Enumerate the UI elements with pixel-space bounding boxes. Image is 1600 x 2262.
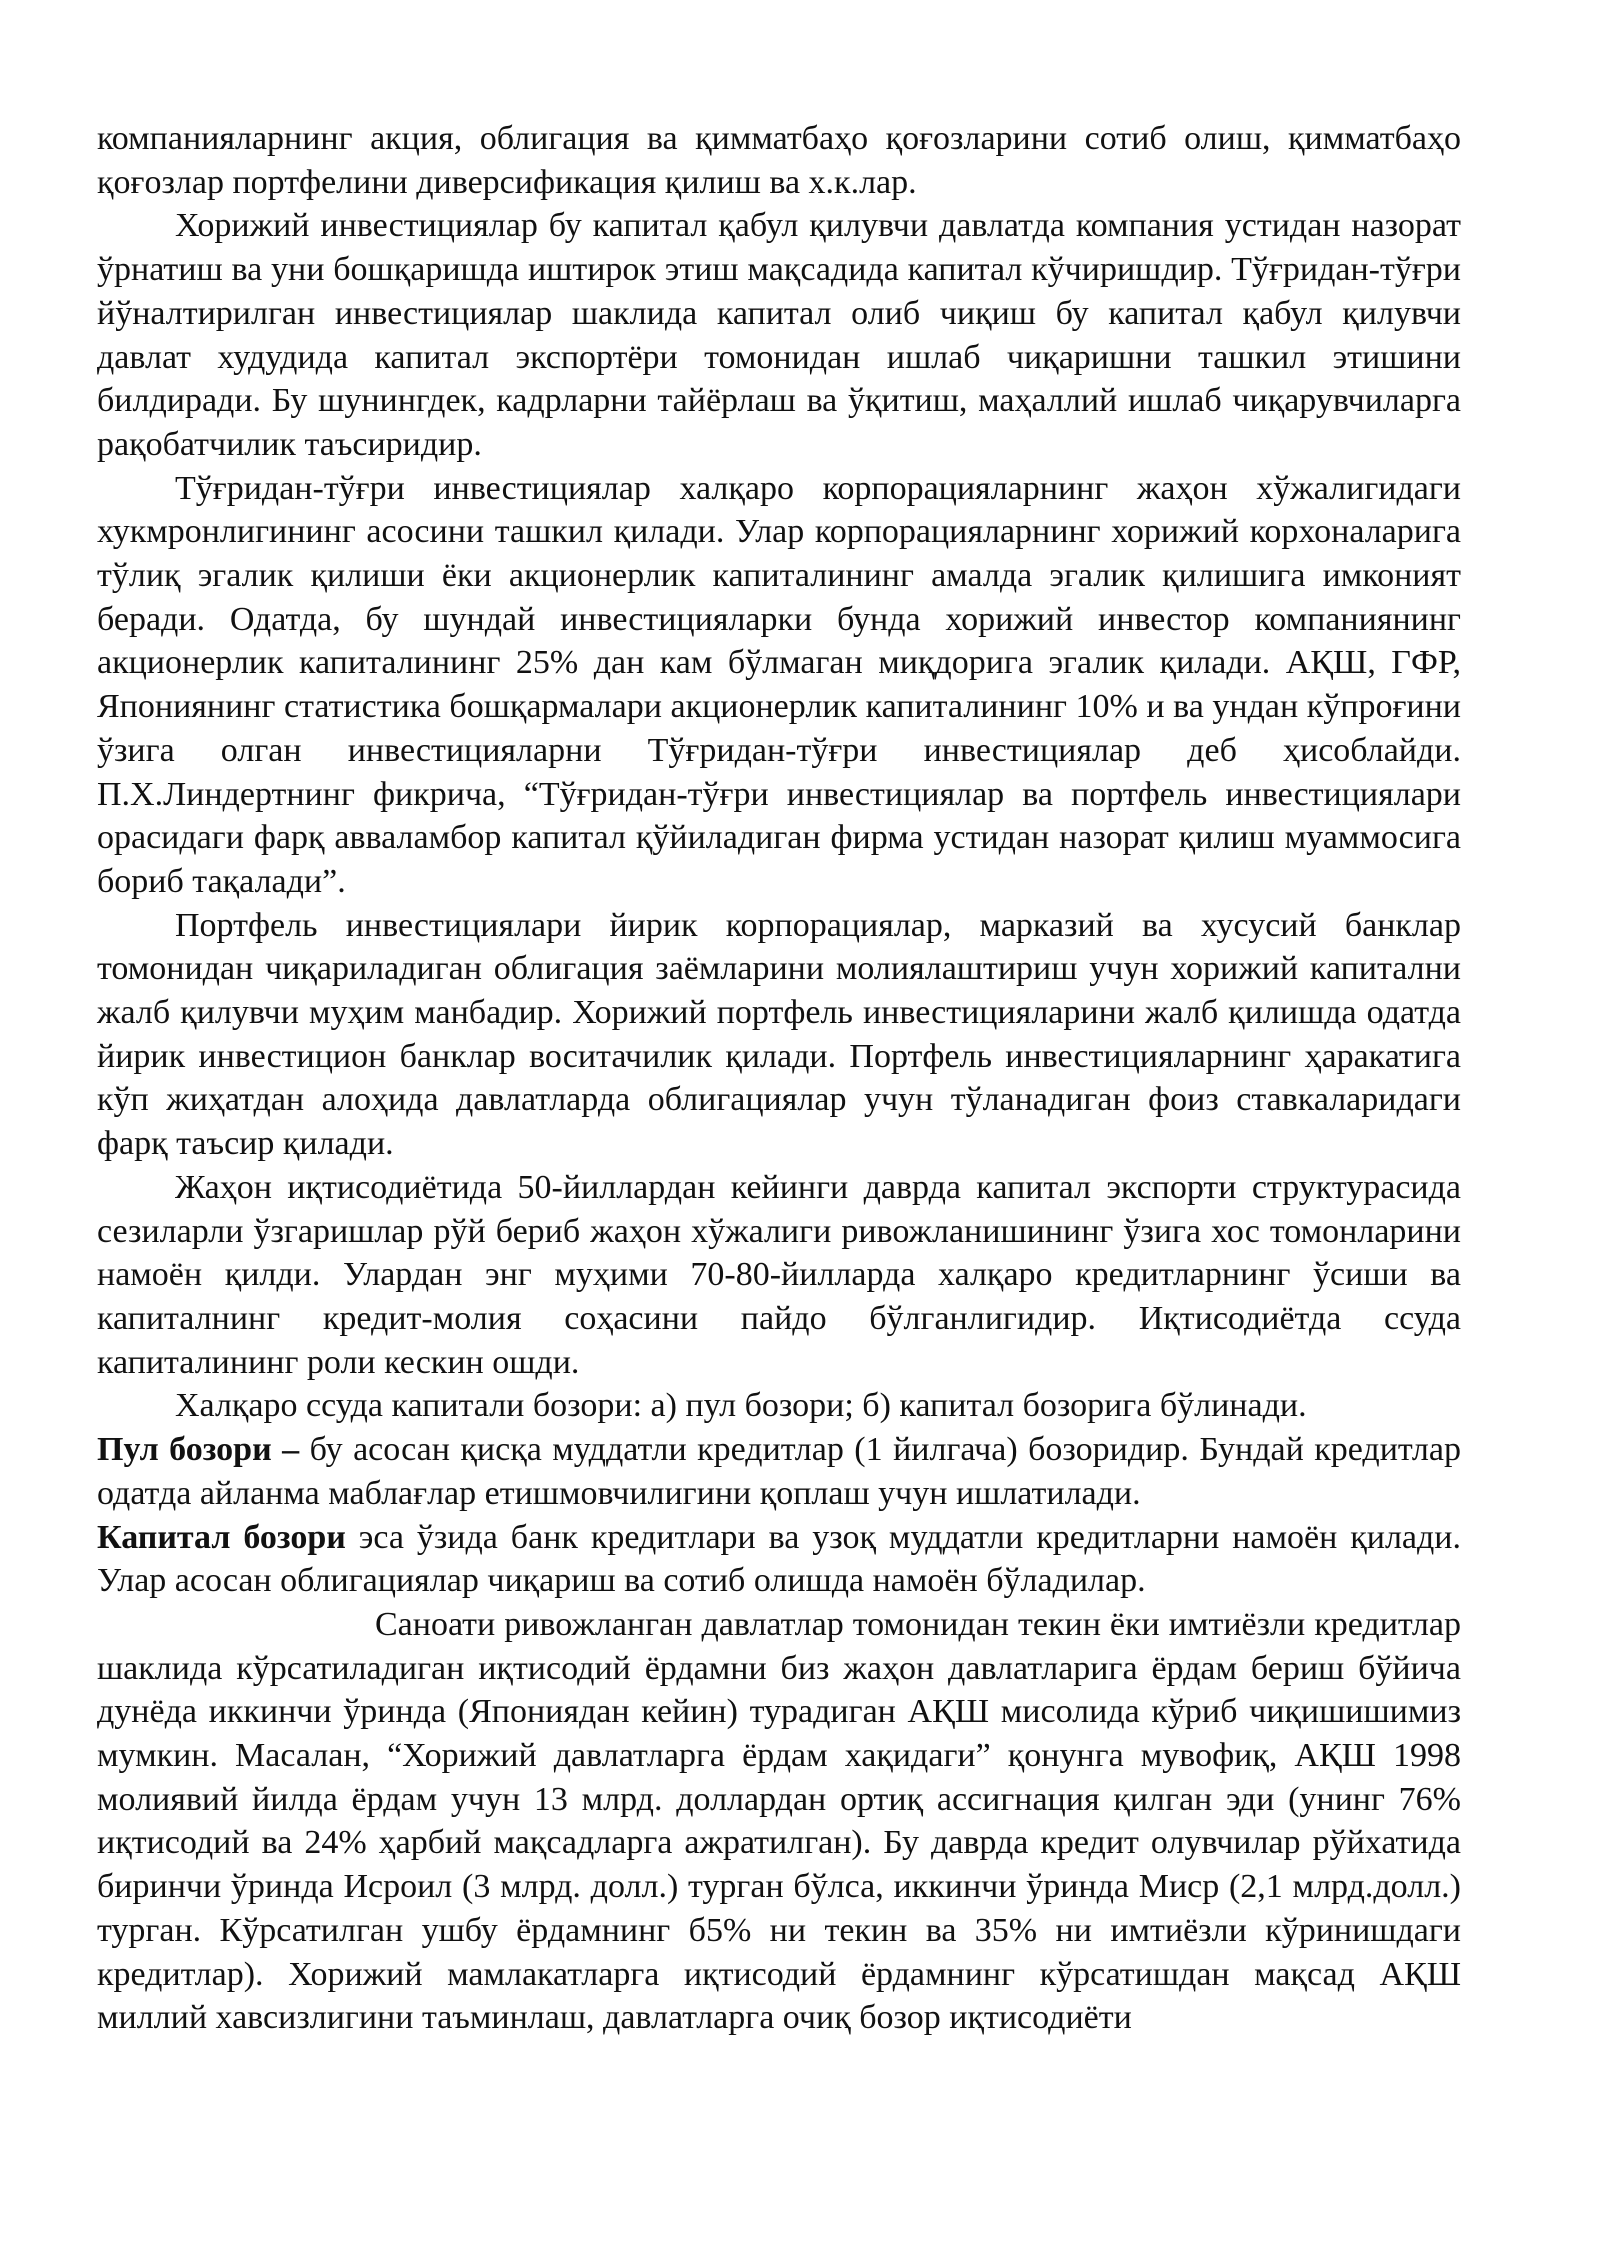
term-capital-market: Капитал бозори [97, 1518, 346, 1556]
paragraph-money-market [97, 1428, 1461, 1515]
paragraph-capital-market [97, 1516, 1461, 1603]
paragraph-direct-investments: Тўғридан-тўғри инвестициялар халқаро корпорацияларнинг жаҳон хўжалигидаги хукмронлигининг асосини ташкил қилади. Улар корпорацияларнинг хорижий корхоналарига тўлиқ эгалик қилиши ёки акционерлик капиталининг амалда эгалик қилишига имконият беради. Одатда, бу шундай инвестицияларки бунда хорижий инвестор компаниянинг акционерлик капиталининг 25% дан кам бўлмаган миқдорига эгалик қилади. АҚШ, ГФР, Япониянинг статистика бошқармалари акционерлик капиталининг 10% и ва ундан кўпроғини ўзига олган инвестицияларни Тўғридан-тўғри инвестициялар деб ҳисоблайди. П.Х.Линдертнинг фикрича, “Тўғридан-тўғри инвестициялар ва портфель инвестициялари орасидаги фарқ авваламбор капитал қўйиладиган фирма устидан назорат қилиш муаммосига бориб тақалади”. [97, 469, 1461, 900]
paragraph-continuation: компанияларнинг акция, облигация ва қимматбаҳо қоғозларини сотиб олиш, қимматбаҳо қоғозлар портфелини диверсификация қилиш ва х.к.лар. [97, 120, 1461, 201]
term-money-market: Пул бозори – [97, 1431, 300, 1469]
paragraph-world-economy: Жаҳон иқтисодиётида 50-йиллардан кейинги даврда капитал экспорти структурасида сезиларли ўзгаришлар рўй бериб жаҳон хўжалиги ривожланишининг ўзига хос томонларини намоён қилди. Улардан энг муҳими 70-80-йилларда халқаро кредитларнинг ўсиши ва капиталнинг кредит-молия соҳасини пайдо бўлганлигидир. Иқтисодиётда ссуда капиталининг роли кескин ошди. [97, 1168, 1461, 1381]
document-page [97, 117, 1461, 2040]
paragraph-portfolio-investments: Портфель инвестициялари йирик корпорациялар, марказий ва хусусий банклар томонидан чиқариладиган облигация заёмларини молиялаштириш учун хорижий капитални жалб қилувчи муҳим манбадир. Хорижий портфель инвестицияларини жалб қилишда одатда йирик инвестицион банклар воситачилик қилади. Портфель инвестицияларнинг ҳаракатига кўп жиҳатдан алоҳида давлатларда облигациялар учун тўланадиган фоиз ставкаларидаги фарқ таъсир қилади. [97, 906, 1461, 1163]
capital-market-definition: эса ўзида банк кредитлари ва узоқ муддатли кредитларни намоён қилади. Улар асосан облигациялар чиқариш ва сотиб олишда намоён бўладилар. [97, 1518, 1461, 1600]
paragraph-loan-capital-market: Халқаро ссуда капитали бозори: а) пул бозори; б) капитал бозорига бўлинади. [175, 1387, 1307, 1425]
money-market-definition: бу асосан қисқа муддатли кредитлар (1 йилгача) бозоридир. Бундай кредитлар одатда айланма маблағлар етишмовчилигини қоплаш учун ишлатилади. [97, 1431, 1461, 1512]
paragraph-foreign-investments: Хорижий инвестициялар бу капитал қабул қилувчи давлатда компания устидан назорат ўрнатиш ва уни бошқаришда иштирок этиш мақсадида капитал кўчиришдир. Тўғридан-тўғри йўналтирилган инвестициялар шаклида капитал олиб чиқиш бу капитал қабул қилувчи давлат худудида капитал экспортёри томонидан ишлаб чиқаришни ташкил этишини билдиради. Бу шунингдек, кадрларни тайёрлаш ва ўқитиш, маҳаллий ишлаб чиқарувчиларга рақобатчилик таъсиридир. [97, 207, 1461, 463]
paragraph-economic-aid: Саноати ривожланган давлатлар томонидан текин ёки имтиёзли кредитлар шаклида кўрсатиладиган иқтисодий ёрдамни биз жаҳон давлатларига ёрдам бериш бўйича дунёда иккинчи ўринда (Япониядан кейин) турадиган АҚШ мисолида кўриб чиқишишимиз мумкин. Масалан, “Хорижий давлатларга ёрдам хақидаги” қонунга мувофиқ, АҚШ 1998 молиявий йилда ёрдам учун 13 млрд. доллардан ортиқ ассигнация қилган эди (унинг 76% иқтисодий ва 24% ҳарбий мақсадларга ажратилган). Бу даврда кредит олувчилар рўйхатида биринчи ўринда Исроил (3 млрд. долл.) турган бўлса, иккинчи ўринда Миср (2,1 млрд.долл.) турган. Кўрсатилган ушбу ёрдамнинг б5% ни текин ва 35% ни имтиёзли кўринишдаги кредитлар). Хорижий мамлакатларга иқтисодий ёрдамнинг кўрсатишдан мақсад АҚШ миллий хавсизлигини таъминлаш, давлатларга очиқ бозор иқтисодиёти [97, 1605, 1461, 2037]
